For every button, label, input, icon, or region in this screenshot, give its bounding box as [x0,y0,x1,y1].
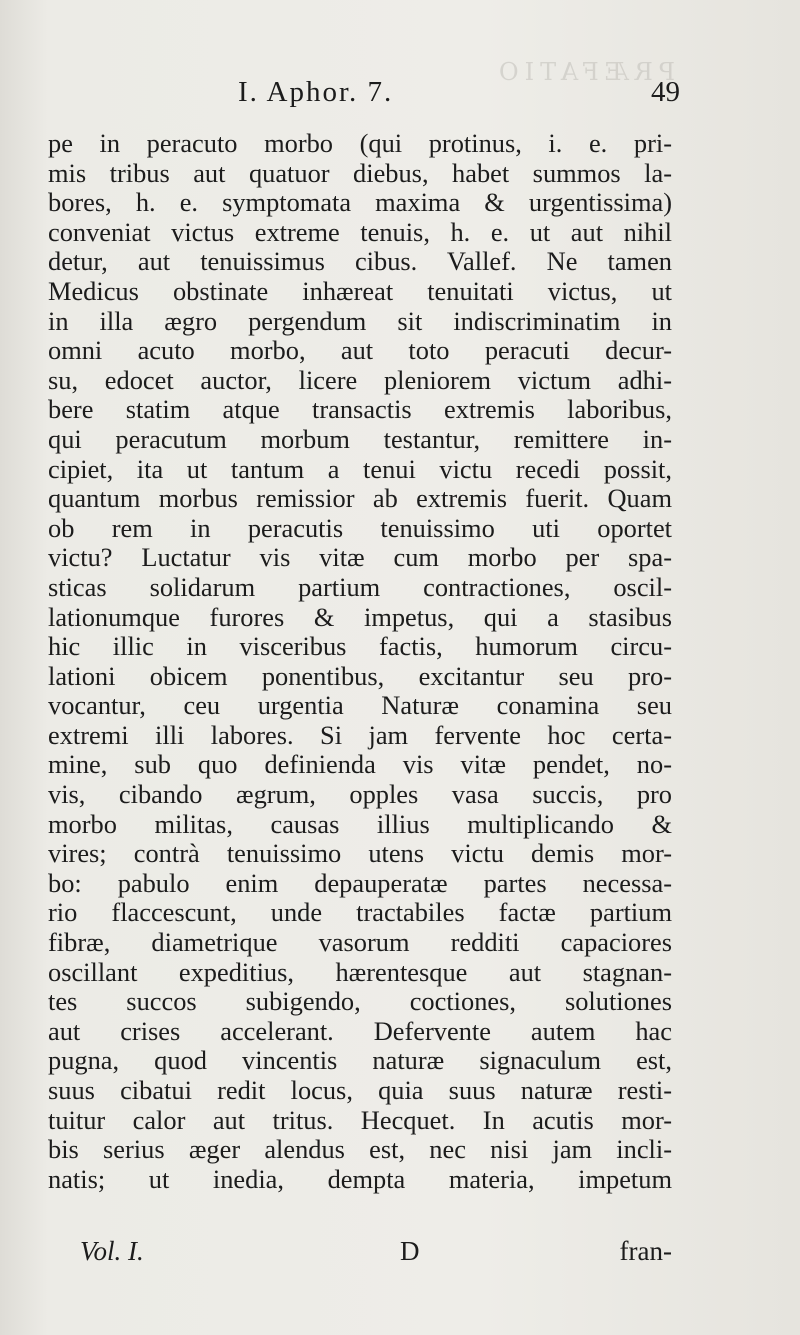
text-line: victu? Luctatur vis vitæ cum morbo per spa- [48,542,672,573]
text-line: vis, cibando ægrum, opples vasa succis, pro [48,779,672,810]
text-line: quantum morbus remissior ab extremis fuerit. Quam [48,483,672,514]
text-line: bores, h. e. symptomata maxima & urgentissima) [48,187,672,218]
text-line: rio flaccescunt, unde tractabiles factæ partium [48,897,672,928]
text-line: morbo militas, causas illius multiplicando & [48,808,672,839]
text-line: vires; contrà tenuissimo utens victu demis mor- [48,838,672,869]
text-line: bo: pabulo enim depauperatæ partes necessa- [48,867,672,898]
volume-label: Vol. I. [80,1236,144,1266]
text-line: lationi obicem ponentibus, excitantur seu pro- [48,660,672,691]
text-line: cipiet, ita ut tantum a tenui victu recedi possit, [48,453,672,484]
text-line: suus cibatui redit locus, quia suus naturæ resti- [48,1075,672,1105]
text-line: ob rem in peracutis tenuissimo uti oportet [48,512,672,543]
text-line: bere statim atque transactis extremis laboribus, [48,394,672,425]
running-title: I. Aphor. 7. [238,76,394,108]
text-line: detur, aut tenuissimus cibus. Vallef. Ne tamen [48,246,672,277]
running-header [48,76,680,116]
text-line: aut crises accelerant. Defervente autem hac [48,1015,672,1046]
text-line: pe in peracuto morbo (qui protinus, i. e. pri- [48,128,672,158]
signature-mark: D [400,1236,420,1266]
text-line: extremi illi labores. Si jam fervente hoc certa- [48,719,672,750]
text-line: tes succos subigendo, coctiones, solutiones [48,986,672,1017]
page-number: 49 [651,76,680,108]
text-line: su, edocet auctor, licere pleniorem victum adhi- [48,364,672,395]
text-line: natis; ut inedia, dempta materia, impetum [48,1163,672,1194]
text-line: conveniat victus extreme tenuis, h. e. ut aut nihil [48,216,672,247]
text-line: mine, sub quo definienda vis vitæ pendet, no- [48,749,672,780]
text-line: mis tribus aut quatuor diebus, habet summos la- [48,157,672,188]
text-line: tuitur calor aut tritus. Hecquet. In acutis mor- [48,1104,672,1135]
text-line: qui peracutum morbum testantur, remittere in- [48,423,672,454]
text-line: sticas solidarum partium contractiones, oscil- [48,571,672,602]
text-line: omni acuto morbo, aut toto peracuti decur- [48,335,672,366]
text-line: lationumque furores & impetus, qui a stasibus [48,601,672,632]
body-text [48,129,672,1194]
text-line: pugna, quod vincentis naturæ signaculum est, [48,1045,672,1076]
text-line: fibræ, diametrique vasorum redditi capaciores [48,927,672,958]
text-line: hic illic in visceribus factis, humorum circu- [48,631,672,662]
text-line: bis serius æger alendus est, nec nisi jam incli- [48,1134,672,1165]
text-line: vocantur, ceu urgentia Naturæ conamina seu [48,690,672,721]
text-line: in illa ægro pergendum sit indiscriminatim in [48,305,672,336]
catchword: fran- [619,1236,672,1266]
show-through-text: PRÆFATIO [493,58,675,86]
text-line: Medicus obstinate inhæreat tenuitati victus, ut [48,275,672,306]
text-line: oscillant expeditius, hærentesque aut stagnan- [48,956,672,987]
page-footer [48,1236,672,1272]
